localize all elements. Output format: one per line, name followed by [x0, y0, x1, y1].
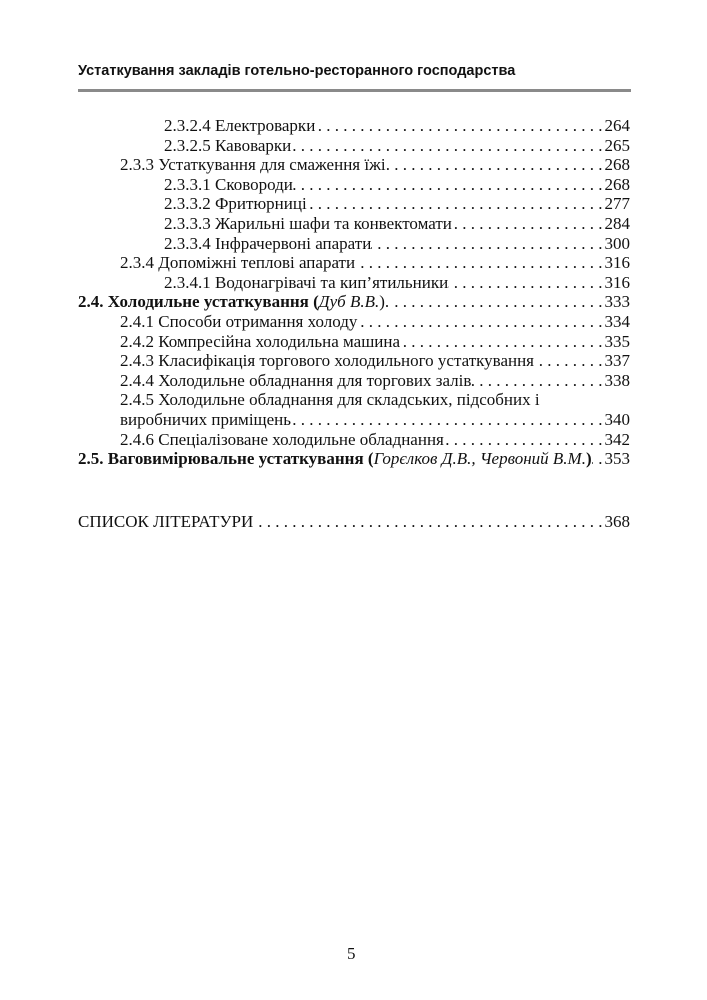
toc-entry-title: 2.3.4.1 Водонагрівачі та кип’ятильники [164, 272, 449, 292]
toc-leader [291, 136, 604, 156]
toc-entry-title: 2.4. Холодильне устаткування [78, 292, 309, 312]
toc-leader [592, 449, 605, 469]
toc-section-entry[interactable]: 2.5. Ваговимірювальне устаткування ( Горєлков Д.В., Червоний В.М. ) . . . 353 [78, 449, 630, 469]
toc-leader [386, 155, 605, 175]
toc-entry-page: 335 [604, 331, 630, 351]
toc-leader [293, 175, 605, 195]
toc-entry-page: 316 [604, 253, 630, 273]
toc-leader [307, 194, 605, 214]
running-header: Устаткування закладів готельно-ресторанного господарства [78, 63, 516, 79]
toc-entry[interactable] [78, 273, 630, 293]
toc-entry-page: 265 [604, 135, 630, 155]
toc-leader [452, 214, 605, 234]
toc-leader [471, 371, 604, 391]
toc-entry[interactable] [78, 430, 630, 450]
toc-section-entry[interactable]: 2.4. Холодильне устаткування ( Дуб В.В. ). . . . 333 [78, 292, 630, 312]
toc-entry-title: 2.3.2.5 Кавоварки [164, 135, 292, 155]
toc-entry-title: 2.5. Ваговимірювальне устаткування [78, 449, 364, 469]
toc-entry-page: 284 [604, 213, 630, 233]
toc-leader [258, 512, 605, 532]
toc-entry-title: 2.3.3.1 Сковороди [164, 174, 293, 194]
toc-entry-title: 2.4.3 Класифікація торгового холодильного устаткування [120, 351, 535, 371]
toc-entry[interactable] [78, 136, 630, 156]
toc-entry-title: 2.3.3.4 Інфрачервоні апарати [164, 233, 372, 253]
toc-entry[interactable] [78, 234, 630, 254]
toc-leader [355, 253, 604, 273]
toc-entry-page: 337 [604, 351, 630, 371]
toc-entry[interactable] [78, 371, 630, 391]
toc-leader [400, 332, 604, 352]
toc-entry-title: 2.3.3.3 Жарильні шафи та конвектомати [164, 213, 452, 233]
toc-entry-page: 264 [604, 116, 630, 135]
toc-entry-page: 338 [604, 370, 630, 390]
header-rule [78, 89, 631, 92]
toc-leader [448, 273, 604, 293]
toc-entry-page: 368 [604, 511, 630, 531]
toc-entry-page: 342 [604, 429, 630, 449]
toc-entry-title: 2.4.4 Холодильне обладнання для торгових залів [120, 370, 472, 390]
toc-entry[interactable] [78, 390, 630, 410]
toc-leader [444, 430, 605, 450]
toc-entry-title: 2.4.6 Спеціалізоване холодильне обладнання [120, 429, 444, 449]
toc-entry-title-continued: виробничих приміщень [120, 409, 292, 429]
toc-entry[interactable] [78, 332, 630, 352]
toc-entry-page: 333 [604, 292, 630, 312]
toc-entry-page: 340 [604, 409, 630, 429]
toc-entry-title: 2.4.5 Холодильне обладнання для складських, підсобних і [120, 390, 540, 410]
toc-leader [291, 410, 604, 430]
toc-entry-page: 277 [604, 194, 630, 214]
toc-entry-title: 2.3.3 Устаткування для смаження їжі [120, 155, 386, 175]
toc-leader [534, 351, 604, 371]
toc-entry-title: 2.4.2 Компресійна холодильна машина [120, 331, 401, 351]
toc-entry-title: СПИСОК ЛІТЕРАТУРИ [78, 511, 254, 531]
page-number: 5 [347, 944, 356, 963]
toc-entry[interactable] [78, 253, 630, 273]
toc-leader [315, 116, 604, 136]
toc-entry[interactable] [78, 214, 630, 234]
table-of-contents [78, 116, 630, 531]
toc-entry-page: 334 [604, 311, 630, 331]
toc-entry-page: 268 [604, 155, 630, 175]
toc-bibliography-entry[interactable] [78, 512, 630, 532]
toc-entry-page: 300 [604, 233, 630, 253]
toc-entry-author: Горєлков Д.В., Червоний В.М. [373, 449, 586, 469]
toc-leader [371, 234, 604, 254]
toc-entry-page: 268 [604, 174, 630, 194]
toc-entry-page: 316 [604, 272, 630, 292]
toc-entry[interactable] [78, 312, 630, 332]
toc-entry[interactable] [78, 351, 630, 371]
toc-entry-continuation[interactable] [78, 410, 630, 430]
toc-leader [389, 292, 604, 312]
toc-leader [357, 312, 604, 332]
toc-entry[interactable] [78, 155, 630, 175]
toc-entry-title: 2.3.4 Допоміжні теплові апарати [120, 253, 356, 273]
toc-entry-title: 2.4.1 Способи отримання холоду [120, 311, 358, 331]
toc-entry[interactable] [78, 194, 630, 214]
toc-entry-author: Дуб В.В. [318, 292, 380, 312]
toc-entry[interactable] [78, 116, 630, 136]
toc-entry[interactable] [78, 175, 630, 195]
toc-entry-title: 2.3.2.4 Електроварки [164, 116, 316, 135]
toc-entry-title: 2.3.3.2 Фритюрниці [164, 194, 307, 214]
toc-entry-page: 353 [604, 449, 630, 469]
